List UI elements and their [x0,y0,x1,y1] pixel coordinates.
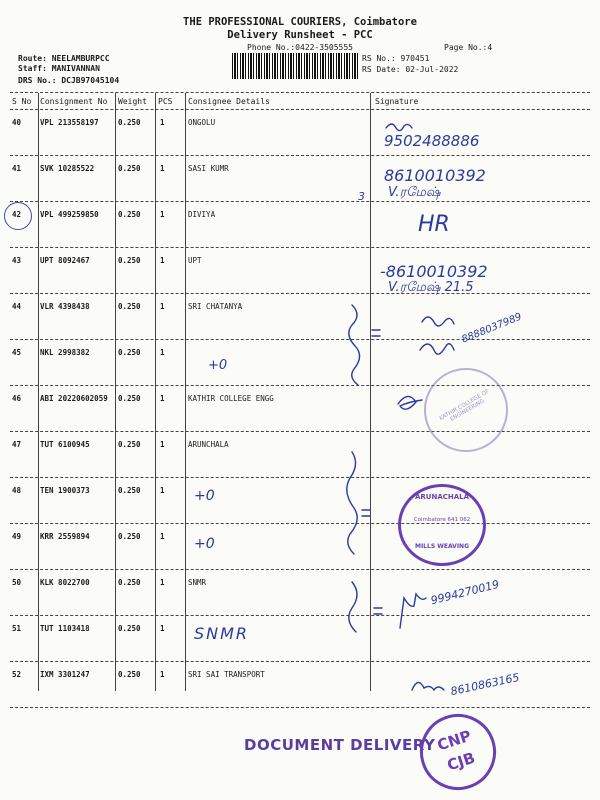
cell-pcs: 1 [160,440,165,449]
cell-weight: 0.250 [118,578,141,587]
signature-scribble [400,594,426,628]
cell-sno: 50 [12,578,22,587]
handwritten-to: +0 [208,358,228,373]
cell-sno: 41 [12,164,22,173]
cell-weight: 0.250 [118,394,141,403]
cell-weight: 0.250 [118,164,141,173]
cell-sno: 51 [12,624,22,633]
cjb-text: CJB [444,748,478,775]
handwritten-to: +0 [194,536,215,552]
col-header-sno: S No [12,97,32,106]
brace-mark [349,305,360,385]
cell-consignee: ONGOLU [188,118,216,127]
mills-stamp-bottom: MILLS WEAVING [414,543,470,550]
cell-pcs: 1 [160,394,165,403]
cell-consignee: UPT [188,256,202,265]
signature-phone: -8610010392 [380,262,488,281]
cell-sno: 40 [12,118,22,127]
cell-consignee: KATHIR COLLEGE ENGG [188,394,274,403]
mills-stamp-middle: Coimbatore 641 062 [413,517,471,523]
cell-consignment: SVK 10285522 [40,164,95,173]
cell-sno: 46 [12,394,22,403]
cell-weight: 0.250 [118,440,141,449]
cell-consignee: SRI SAI TRANSPORT [188,670,265,679]
cell-sno: 47 [12,440,22,449]
cell-pcs: 1 [160,578,165,587]
cell-consignment: KRR 2559894 [40,532,90,541]
route-label: Route: NEELAMBURPCC [18,54,110,63]
cell-sno: 49 [12,532,22,541]
cell-weight: 0.250 [118,670,141,679]
cell-sno: 48 [12,486,22,495]
cell-consignment: TEN 1900373 [40,486,90,495]
document-delivery-stamp: DOCUMENT DELIVERY [244,736,436,754]
cell-pcs: 1 [160,164,165,173]
cell-sno: 52 [12,670,22,679]
signature-phone: 9502488886 [384,132,480,150]
col-header-consignment: Consignment No [40,97,108,106]
col-header-pcs: PCS [158,97,173,106]
staff-label: Staff: MANIVANNAN [18,64,100,73]
phone-number: Phone No.:0422-3505555 [247,43,353,52]
cell-consignment: ABI 20220602059 [40,394,108,403]
mills-round-stamp [398,484,486,566]
rs-date: RS Date: 02-Jul-2022 [362,65,459,74]
rs-number: RS No.: 970451 [362,54,430,63]
cell-weight: 0.250 [118,486,141,495]
cell-consignee: SNMR [188,578,207,587]
cell-consignment: TUT 1103418 [40,624,90,633]
handwritten-mark: 3 [358,190,365,203]
signature-name: V.ரமேஷ் [388,185,441,200]
cell-weight: 0.250 [118,624,141,633]
signature-scribble [412,682,444,690]
handwritten-to: +0 [194,488,215,504]
runsheet-title: Delivery Runsheet - PCC [227,29,373,41]
cell-consignment: TUT 6100945 [40,440,90,449]
col-header-consignee: Consignee Details [188,97,270,106]
cell-consignment: NKL 2998382 [40,348,90,357]
cell-weight: 0.250 [118,532,141,541]
college-seal-stamp [424,368,508,452]
col-header-signature: Signature [375,97,419,106]
cell-pcs: 1 [160,624,165,633]
cell-consignment: VPL 499259850 [40,210,99,219]
cell-sno: 42 [12,210,22,219]
signature-scribble [398,396,422,409]
cell-pcs: 1 [160,670,165,679]
cell-weight: 0.250 [118,210,141,219]
cell-pcs: 1 [160,532,165,541]
cell-pcs: 1 [160,302,165,311]
page-number: Page No.:4 [444,43,493,52]
signature-name: V.ரமேஷ் 21.5 [388,280,474,295]
cell-pcs: 1 [160,348,165,357]
signature-phone: 9994270019 [429,577,501,608]
cnp-text: CNP [435,726,474,755]
cell-sno: 45 [12,348,22,357]
signature-initials: HR [418,212,450,237]
cell-consignment: IXM 3301247 [40,670,90,679]
drs-label: DRS No.: DCJB97045104 [18,76,120,85]
mills-stamp-top: ARUNACHALA [414,493,470,501]
equals-mark [362,510,370,516]
company-title: THE PROFESSIONAL COURIERS, Coimbatore [183,16,417,28]
signature-scribble [420,344,454,354]
cell-consignee: SASI KUMR [188,164,229,173]
signature-scribble [386,124,412,131]
signature-phone: 8610863165 [449,670,521,699]
cell-consignment: VPL 213558197 [40,118,99,127]
cell-weight: 0.250 [118,302,141,311]
cell-consignment: UPT 8092467 [40,256,90,265]
col-header-weight: Weight [118,97,147,106]
cell-consignee: DIVIYA [188,210,216,219]
signature-phone: 8610010392 [384,166,486,185]
cell-consignee: SRI CHATANYA [188,302,243,311]
cell-consignee: ARUNCHALA [188,440,229,449]
cell-weight: 0.250 [118,348,141,357]
cell-pcs: 1 [160,118,165,127]
cell-sno: 44 [12,302,22,311]
signature-scribble [422,317,454,326]
college-seal-text: KATHIR COLLEGE OF ENGINEERING [438,388,491,423]
cell-consignment: VLR 4398438 [40,302,90,311]
equals-mark [372,330,380,336]
cell-pcs: 1 [160,256,165,265]
brace-mark [349,582,357,632]
signature-phone: 8888037989 [460,311,524,346]
cell-consignment: KLK 8022700 [40,578,90,587]
cell-weight: 0.250 [118,256,141,265]
cell-pcs: 1 [160,210,165,219]
cell-weight: 0.250 [118,118,141,127]
cell-pcs: 1 [160,486,165,495]
brace-mark [347,452,357,554]
cell-sno: 43 [12,256,22,265]
handwritten-consignee: SNMR [194,624,250,643]
equals-mark [374,608,382,614]
